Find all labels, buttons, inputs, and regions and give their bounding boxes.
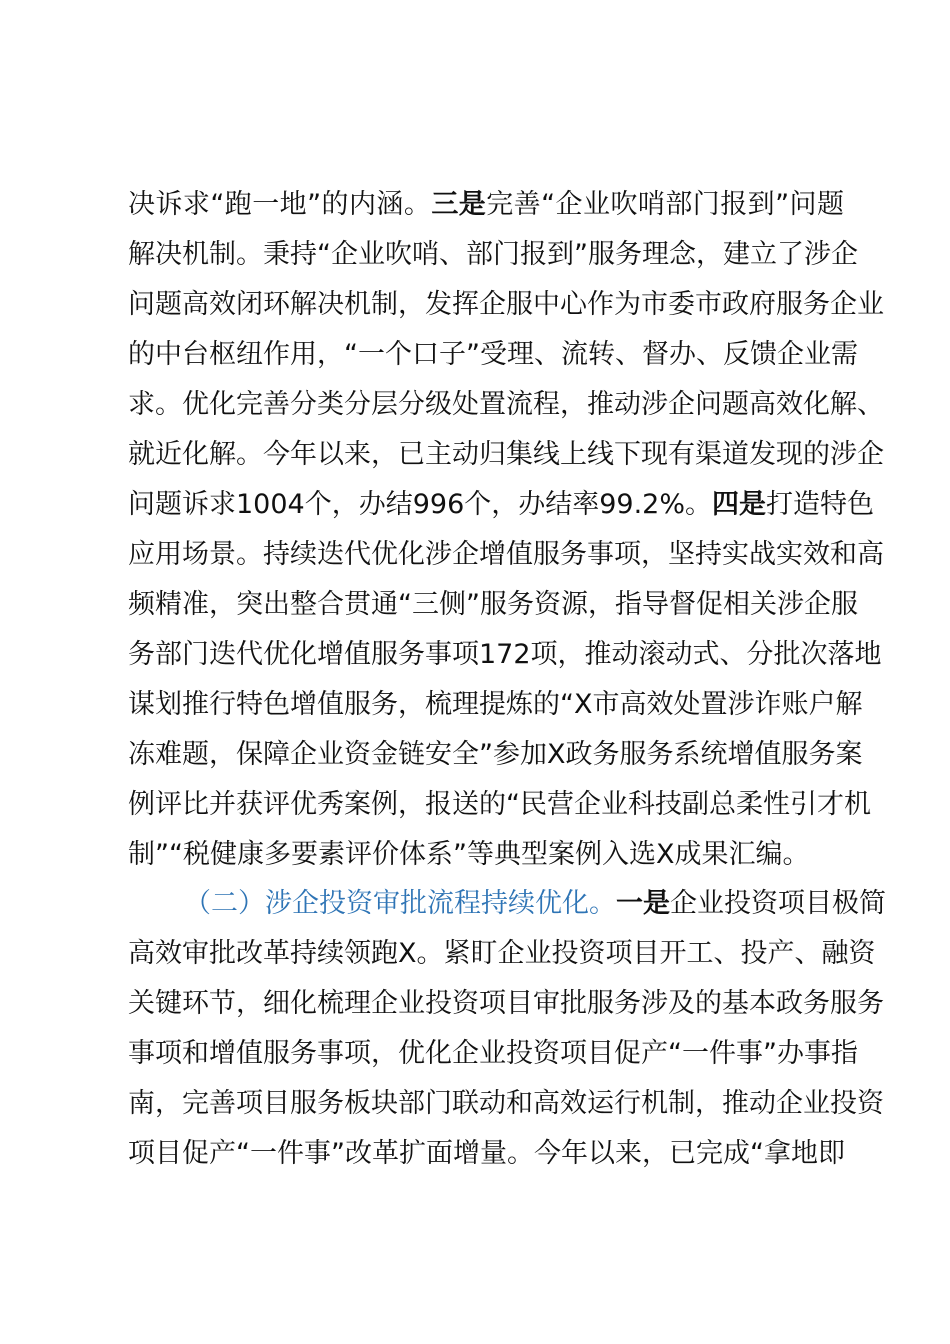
- text-line: [128, 735, 863, 775]
- text-run: 例评比并获评优秀案例，报送的“民营企业科技副总柔性引才机: [128, 789, 871, 820]
- text-run: 高效审批改革持续领跑X。紧盯企业投资项目开工、投产、融资: [128, 938, 876, 969]
- text-line: [128, 185, 844, 225]
- text-line: [128, 535, 884, 575]
- text-line: [128, 1134, 844, 1174]
- text-run: 完善“企业吹哨部门报到”问题: [486, 189, 845, 220]
- bold-lead-text: 四是: [712, 489, 767, 520]
- text-line: [128, 435, 884, 475]
- text-run: 谋划推行特色增值服务，梳理提炼的“X市高效处置涉诈账户解: [128, 689, 863, 720]
- text-line: [128, 335, 858, 375]
- text-line: [128, 835, 844, 875]
- text-run: 就近化解。今年以来，已主动归集线上线下现有渠道发现的涉企: [128, 439, 884, 470]
- text-line: [128, 635, 882, 675]
- text-run: 冻难题，保障企业资金链安全”参加X政务服务系统增值服务案: [128, 739, 863, 770]
- text-run: 的中台枢纽作用，“一个口子”受理、流转、督办、反馈企业需: [128, 339, 858, 370]
- bold-lead-text: 一是: [616, 888, 670, 919]
- text-line: [128, 385, 884, 425]
- text-run: 务部门迭代优化增值服务事项172项，推动滚动式、分批次落地: [128, 639, 882, 670]
- text-line: [128, 585, 858, 625]
- text-run: 频精准，突出整合贯通“三侧”服务资源，指导督促相关涉企服: [128, 589, 858, 620]
- text-line: [128, 785, 871, 825]
- text-line: [128, 1084, 884, 1124]
- text-line: [128, 685, 863, 725]
- text-line: [128, 1034, 858, 1074]
- text-run: 问题高效闭环解决机制，发挥企服中心作为市委市政府服务企业: [128, 289, 884, 320]
- text-run: 关键环节，细化梳理企业投资项目审批服务涉及的基本政务服务: [128, 988, 884, 1019]
- bold-lead-text: 三是: [431, 189, 487, 220]
- text-run: 决诉求“跑一地”的内涵。: [128, 189, 432, 220]
- text-run: 问题诉求1004个，办结996个，办结率99.2%。: [128, 489, 713, 520]
- text-run: 事项和增值服务事项，优化企业投资项目促产“一件事”办事指: [128, 1038, 858, 1069]
- text-line: [128, 285, 884, 325]
- text-run: 求。优化完善分类分层分级处置流程，推动涉企问题高效化解、: [128, 389, 884, 420]
- text-line: [128, 984, 884, 1024]
- text-run: 企业投资项目极简: [670, 888, 886, 919]
- text-line: [128, 485, 875, 525]
- text-run: 制”“税健康多要素评价体系”等典型案例入选X成果汇编。: [128, 839, 810, 870]
- text-run: 应用场景。持续迭代优化涉企增值服务事项，坚持实战实效和高: [128, 539, 884, 570]
- text-run: 项目促产“一件事”改革扩面增量。今年以来，已完成“拿地即: [128, 1138, 845, 1169]
- section-heading: （二）涉企投资审批流程持续优化。: [184, 888, 616, 919]
- text-line: [128, 235, 858, 275]
- text-run: 南，完善项目服务板块部门联动和高效运行机制，推动企业投资: [128, 1088, 884, 1119]
- text-line: [128, 934, 876, 974]
- section-heading-line: [184, 884, 886, 924]
- text-run: 解决机制。秉持“企业吹哨、部门报到”服务理念，建立了涉企: [128, 239, 858, 270]
- text-run: 打造特色: [766, 489, 875, 520]
